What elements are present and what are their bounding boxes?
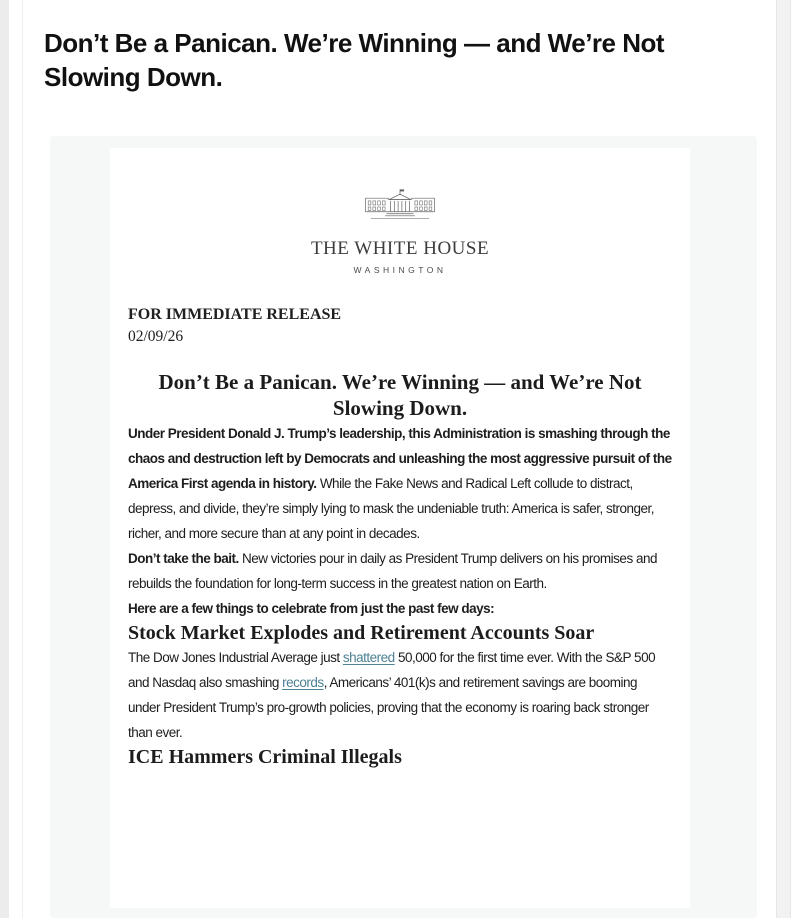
scrollbar-track[interactable] — [776, 0, 791, 918]
paragraph-bait — [128, 546, 672, 596]
paragraph-leadership-rest: While the Fake News and Radical Left collude to distract, depress, and divide, they’re simply lying to mask the undeniable truth: America is safer, stronger, richer, and more secure than at any point in decades. — [128, 476, 655, 541]
press-release-image — [50, 136, 757, 918]
paragraph-stock-part2: 50,000 for the first time ever. With the S&P 500 and Nasdaq also smashing — [128, 650, 656, 690]
section-heading-ice: ICE Hammers Criminal Illegals — [128, 746, 402, 768]
shattered-link[interactable]: shattered — [342, 650, 395, 665]
white-house-building-icon — [356, 185, 444, 229]
release-label: FOR IMMEDIATE RELEASE — [128, 306, 342, 323]
white-house-logo — [128, 148, 672, 275]
paragraph-stock-market — [128, 645, 672, 745]
release-date: 02/09/26 — [128, 328, 184, 345]
release-headline: Don’t Be a Panican. We’re Winning — and We’re Not Slowing Down. — [158, 370, 642, 420]
content-divider-line — [22, 0, 23, 918]
paragraph-bait-bold: Don’t take the bait. — [128, 551, 239, 566]
paragraph-bait-rest: New victories pour in daily as President Trump delivers on his promises and rebuilds the foundation for long-term success in the greatest nation on Earth. — [128, 551, 657, 591]
paragraph-leadership-bold: Under President Donald J. Trump’s leadership, this Administration is smashing through the chaos and destruction left by Democrats and unleashing the most aggressive pursuit of the America First agenda in history. — [128, 426, 672, 491]
release-meta — [128, 305, 672, 347]
white-house-wordmark: THE WHITE HOUSE — [310, 238, 490, 259]
window-left-edge — [0, 0, 9, 918]
section-heading-stock-market: Stock Market Explodes and Retirement Accounts Soar — [128, 622, 595, 644]
press-release-document — [110, 148, 690, 908]
page-title: Don’t Be a Panican. We’re Winning — and We’re Not Slowing Down. — [44, 28, 665, 92]
records-link[interactable]: records — [282, 675, 324, 690]
paragraph-celebrate-intro: Here are a few things to celebrate from just the past few days: — [128, 601, 495, 616]
paragraph-leadership — [128, 421, 672, 546]
paragraph-stock-part3: , Americans’ 401(k)s and retirement savings are booming under President Trump’s pro-growth policies, proving that the economy is roaring back stronger than ever. — [128, 675, 649, 740]
white-house-washington-label: WASHINGTON — [353, 265, 447, 275]
paragraph-stock-part1: The Dow Jones Industrial Average just — [128, 650, 343, 665]
